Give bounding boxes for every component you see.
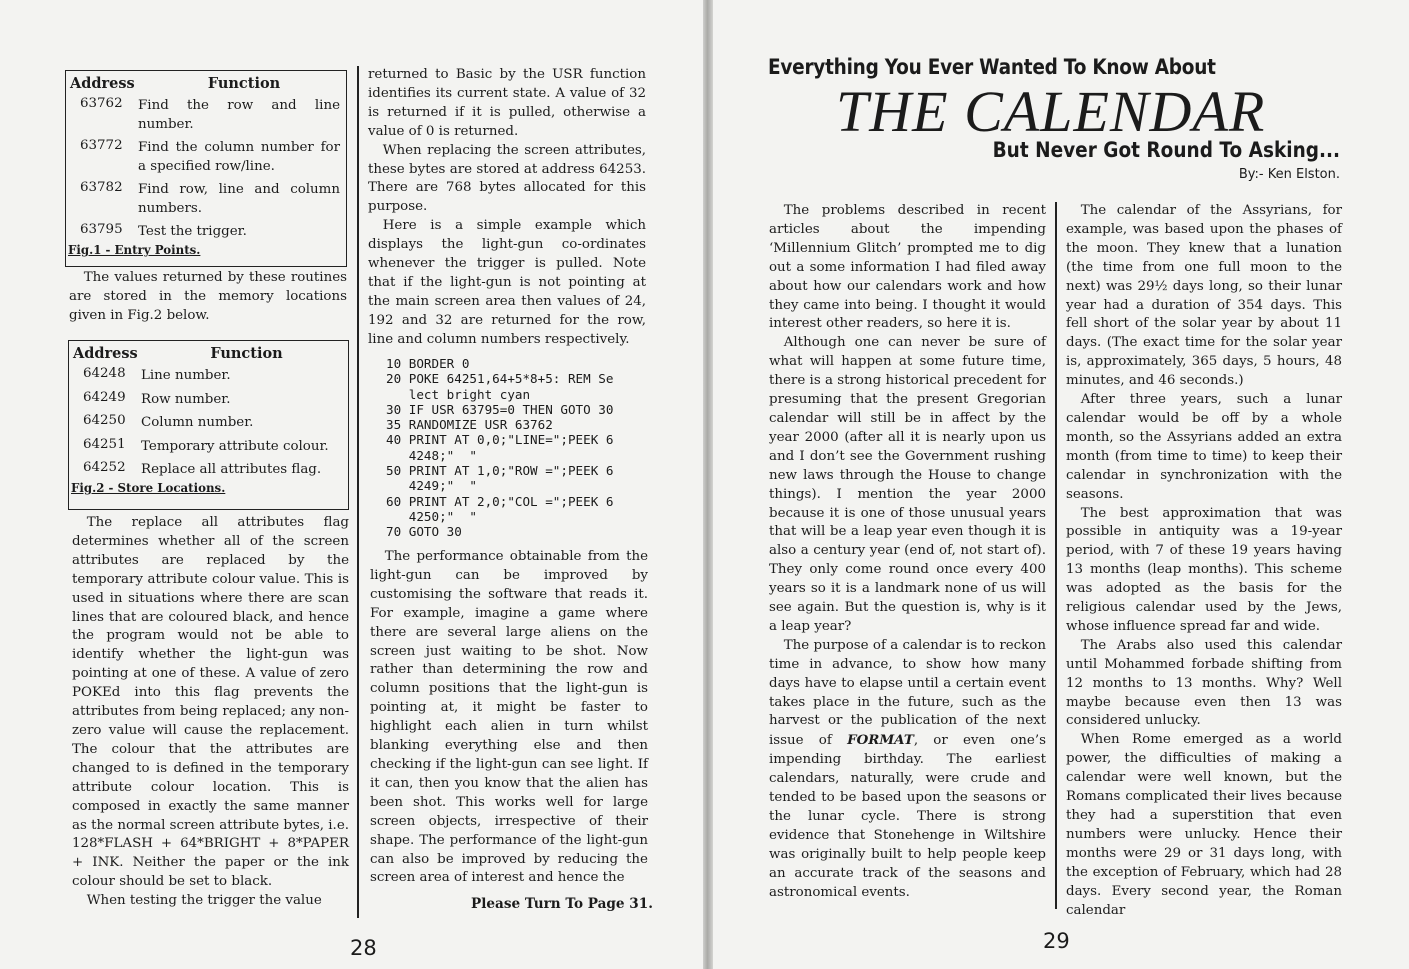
table-row — [69, 437, 348, 456]
table-row — [69, 460, 348, 479]
fig1-function-cell: Find the column number for a specified row/line. — [138, 140, 340, 174]
paragraph: When Rome emerged as a world power, the difficulties of making a calendar were well known, but the Romans complicated their lives because they had a superstition that even numbers were unlucky. Hence their months were 29 or 31 days long, with the exception of February, which had 28 days. Every second year, the Roman calendar — [1066, 732, 1342, 918]
page-number: 29 — [1043, 929, 1070, 953]
paragraph: The best approximation that was possible in antiquity was a 19-year period, with 7 of these 19 years having 13 months (leap months). This scheme was adopted as the basis for the religious calendar used by the Jews, whose influence spread far and wide. — [1066, 505, 1342, 634]
page-number: 28 — [350, 936, 377, 960]
format-magazine-name: FORMAT — [847, 732, 914, 749]
paragraph: The problems described in recent articles about the impending ‘Millennium Glitch’ prompted me to dig out a some information I had filed away about how our calendars work and how they came into being. I thought it would interest other readers, so here it is. — [769, 203, 1046, 332]
table-row — [66, 222, 346, 241]
paragraph: When testing the trigger the value — [86, 893, 322, 909]
left-col1-text-b — [72, 514, 349, 911]
fig2-function-cell: Column number. — [141, 415, 254, 431]
fig2-function-cell: Replace all attributes flag. — [141, 462, 322, 478]
fig2-function-cell: Temporary attribute colour. — [141, 438, 329, 454]
fig2-function-cell: Row number. — [141, 391, 231, 407]
table-row — [66, 96, 346, 134]
table-row — [69, 366, 348, 385]
fig2-caption: Fig.2 - Store Locations. — [71, 481, 226, 496]
fig1-entry-points-table — [65, 70, 347, 267]
table-row — [69, 413, 348, 432]
fig2-address-cell: 64250 — [83, 413, 126, 429]
paragraph: The replace all attributes flag determines whether all of the screen attributes are replaced by the temporary attribute colour value. This is used in situations where there are scan lines that are coloured black, and hence the program would not be able to identify whether the light-gun was pointing at one of these. A value of zero POKEd into this flag prevents the attributes from being replaced; any non-zero value will cause the replacement. The colour that the attributes are changed to is defined in the temporary attribute colour location. This is composed in exactly the same manner as the normal screen attribute bytes, i.e. 128*FLASH + 64*BRIGHT + 8*PAPER + INK. Neither the paper or the ink colour should be set to black. — [72, 515, 349, 890]
paragraph: The Arabs also used this calendar until Mohammed forbade shifting from 12 months to 13 months. Why? Well maybe because even then 13 was considered unlucky. — [1066, 637, 1342, 729]
fig1-function-cell: Find the row and line number. — [138, 98, 340, 132]
table-row — [69, 390, 348, 409]
fig1-address-cell: 63795 — [80, 222, 123, 237]
left-col2-text-a — [368, 66, 646, 350]
left-column-rule — [357, 66, 359, 918]
paragraph: Here is a simple example which displays the light-gun co-ordinates whenever the trigger is pulled. Note that if the light-gun is not pointing at the main screen area then values of 24, 192 and 32 are returned for the row, line and column numbers respectively. — [368, 218, 646, 347]
right-col1-text — [769, 202, 1046, 903]
fig2-header-function: Function — [210, 345, 283, 362]
fig2-header — [69, 341, 348, 366]
fig1-header-function: Function — [207, 75, 281, 92]
fig1-caption: Fig.1 - Entry Points. — [68, 243, 201, 257]
paragraph: returned to Basic by the USR function identifies its current state. A value of 32 is returned if it is pulled, otherwise a value of 0 is returned. — [368, 67, 646, 139]
left-col2-text-b — [370, 548, 648, 888]
table-row — [66, 180, 346, 218]
text-run: The purpose of a calendar is to reckon time in advance, to show how many days have to elapse until a certain event takes place in the future, such as the harvest or the publication of the next issue of — [769, 637, 1046, 749]
fig2-header-address: Address — [73, 345, 138, 362]
fig2-address-cell: 64249 — [83, 389, 126, 405]
paragraph: The values returned by these routines are stored in the memory locations given in Fig.2 below. — [69, 270, 347, 323]
fig1-function-cell: Find row, line and column numbers. — [138, 182, 340, 216]
text-run: , or even one’s impending birthday. The earliest calendars, naturally, were crude and tended to be based upon the seasons or the lunar cycle. There is strong evidence that Stonehenge in Wiltshire was originally built to help people keep an accurate track of the seasons and astronomical events. — [769, 733, 1046, 900]
fig2-address-cell: 64248 — [83, 366, 126, 381]
paragraph — [769, 637, 1046, 903]
fig2-function-cell: Line number. — [141, 368, 231, 383]
article-byline: By:- Ken Elston. — [1238, 167, 1340, 182]
right-column-rule — [1055, 202, 1057, 909]
basic-code-listing: 10 BORDER 0 20 POKE 64251,64+5*8+5: REM Se lect bright cyan 30 IF USR 63795=0 THEN GOTO 30 35 RANDOMIZE USR 63762 40 PRINT AT 0,0;"LINE=";PEEK 6 4248;" " 50 PRINT AT 1,0;"ROW =";PEEK 6 4249;" " 60 PRINT AT 2,0;"COL =";PEEK 6 4250;" " 70 GOTO 30 — [386, 356, 614, 540]
fig1-header — [66, 71, 346, 96]
paragraph: Although one can never be sure of what will happen at some future time, there is a strong historical precedent for presuming that the present Gregorian calendar will still be in affect by the year 2000 (after all it is nearly upon us and I don’t see the Government rushing new laws through the House to change things). I mention the year 2000 because it is one of those unusual years that will be a leap year even though it is also a century year (end of, not start of). They only come round once every 400 years so it is a landmark none of us will see again. But the question is, why is it a leap year? — [769, 335, 1046, 634]
fig1-address-cell: 63782 — [80, 180, 123, 195]
article-kicker: Everything You Ever Wanted To Know About — [768, 55, 1216, 80]
paragraph: When replacing the screen attributes, these bytes are stored at address 64253. There are 768 bytes allocated for this purpose. — [368, 142, 646, 215]
fig1-address-cell: 63772 — [80, 138, 123, 153]
fig2-address-cell: 64251 — [83, 436, 126, 452]
fig1-function-cell: Test the trigger. — [138, 224, 247, 239]
table-row — [66, 138, 346, 176]
article-title: THE CALENDAR — [836, 79, 1266, 144]
fig2-store-locations-table — [68, 340, 349, 510]
continued-notice: Please Turn To Page 31. — [471, 896, 653, 912]
paragraph: The calendar of the Assyrians, for example, was based upon the phases of the moon. They knew that a lunation (the time from one full moon to the next) was 29½ days long, so their lunar year had a duration of 354 days. This fell short of the solar year by about 11 days. (The exact time for the solar year is, approximately, 365 days, 5 hours, 48 minutes, and 46 seconds.) — [1066, 203, 1342, 389]
left-col1-text-a — [69, 269, 347, 326]
article-subkicker: But Never Got Round To Asking... — [992, 138, 1340, 163]
right-col2-text — [1066, 202, 1342, 920]
fig1-address-cell: 63762 — [80, 96, 123, 111]
fig2-address-cell: 64252 — [83, 460, 126, 476]
fig1-header-address: Address — [70, 75, 135, 92]
paragraph: After three years, such a lunar calendar would be off by a whole month, so the Assyrians added an extra month (from time to time) to keep their calendar in synchronization with the seasons. — [1066, 392, 1342, 502]
page-gutter — [703, 0, 713, 969]
paragraph: The performance obtainable from the light-gun can be improved by customising the software that reads it. For example, imagine a game where there are several large aliens on the screen just waiting to be shot. Now rather than determining the row and column positions that the light-gun is pointing at, it might be faster to highlight each alien in turn whilst blanking everything else and then checking if the light-gun can see light. If it can, then you know that the alien has been shot. This works well for large screen objects, irrespective of their shape. The performance of the light-gun can also be improved by reducing the screen area of interest and hence the — [370, 549, 648, 886]
